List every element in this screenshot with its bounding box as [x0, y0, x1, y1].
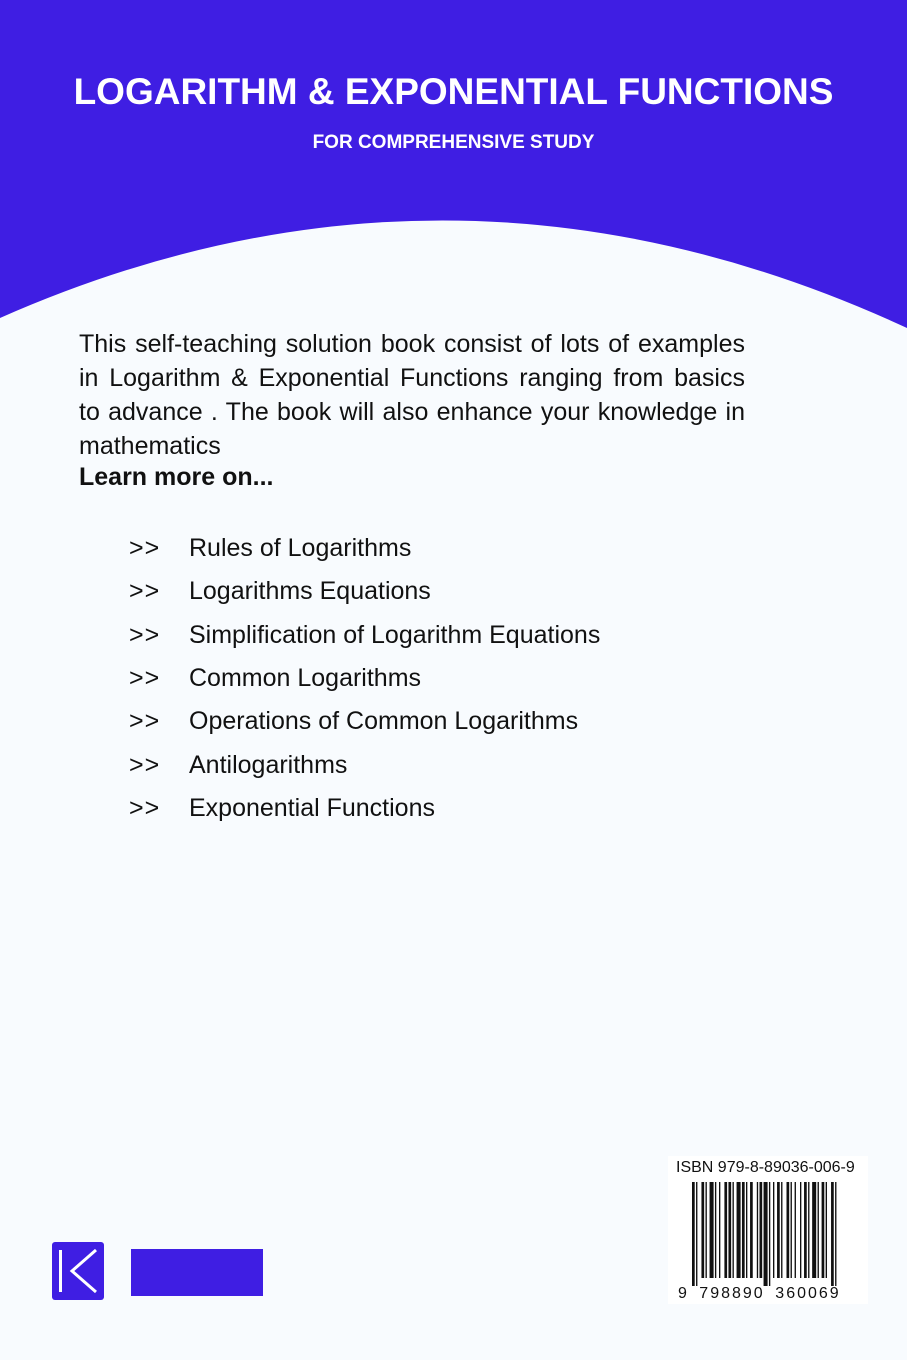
bullet-marker: >>: [129, 750, 161, 779]
barcode-digit-lead: 9: [678, 1285, 689, 1302]
barcode-bars: [668, 1156, 868, 1304]
book-subtitle: FOR COMPREHENSIVE STUDY: [312, 132, 595, 153]
topic-item: [129, 743, 600, 786]
barcode-bar: [724, 1182, 727, 1278]
barcode-bar: [831, 1182, 834, 1286]
barcode-bar: [710, 1182, 714, 1278]
barcode-bar: [777, 1182, 780, 1278]
barcode-bar: [773, 1182, 774, 1278]
book-title: LOGARITHM & EXPONENTIAL FUNCTIONS: [73, 71, 834, 112]
barcode-bar: [795, 1182, 796, 1278]
barcode-bar: [728, 1182, 731, 1278]
barcode-bar: [812, 1182, 816, 1278]
topic-label: Simplification of Logarithm Equations: [189, 620, 601, 649]
topic-item: [129, 657, 600, 700]
isbn-barcode: [668, 1156, 868, 1304]
barcode-bar: [715, 1182, 716, 1278]
bullet-marker: >>: [129, 664, 161, 693]
topic-item: [129, 614, 600, 657]
isbn-number: ISBN 979-8-89036-006-9: [676, 1159, 855, 1176]
learn-more-heading: Learn more on...: [79, 463, 274, 491]
barcode-bar: [746, 1182, 747, 1278]
barcode-bar: [822, 1182, 825, 1278]
topic-item: [129, 700, 600, 743]
topic-item: [129, 787, 600, 830]
barcode-bar: [800, 1182, 801, 1278]
barcode-bar: [764, 1182, 768, 1286]
barcode-bar: [791, 1182, 792, 1278]
topic-label: Antilogarithms: [189, 750, 348, 779]
barcode-bar: [719, 1182, 720, 1278]
bullet-marker: >>: [129, 620, 161, 649]
barcode-bar: [787, 1182, 790, 1278]
bullet-marker: >>: [129, 793, 161, 822]
barcode-bar: [737, 1182, 741, 1278]
barcode-bar: [808, 1182, 809, 1278]
barcode-bar: [769, 1182, 770, 1286]
barcode-bar: [757, 1182, 758, 1278]
barcode-bar: [696, 1182, 697, 1286]
topic-label: Common Logarithms: [189, 664, 422, 693]
topic-item: [129, 570, 600, 613]
bullet-marker: >>: [129, 577, 161, 606]
book-description: This self-teaching solution book consist of lots of examples in Logarithm & Exponential Functions ranging from basics to advance . The book will also enhance your knowledge in mathematics: [79, 330, 745, 460]
publisher-logo-icon: [52, 1242, 104, 1300]
barcode-bar: [706, 1182, 707, 1278]
topic-item: [129, 527, 600, 570]
barcode-bar: [733, 1182, 734, 1278]
barcode-bar: [742, 1182, 745, 1278]
barcode-bar: [818, 1182, 819, 1278]
barcode-bar: [781, 1182, 782, 1278]
barcode-digits-right: 360069: [775, 1285, 841, 1302]
topic-label: Logarithms Equations: [189, 577, 431, 606]
barcode-digits-left: 798890: [699, 1285, 765, 1302]
barcode-bar: [826, 1182, 827, 1278]
barcode-bar: [692, 1182, 695, 1286]
spine-color-block: [131, 1249, 263, 1296]
barcode-bar: [750, 1182, 753, 1278]
bullet-marker: >>: [129, 534, 161, 563]
topic-label: Exponential Functions: [189, 793, 435, 822]
barcode-bar: [701, 1182, 704, 1278]
topic-label: Rules of Logarithms: [189, 534, 412, 563]
bullet-marker: >>: [129, 707, 161, 736]
barcode-bar: [804, 1182, 807, 1278]
barcode-bar: [835, 1182, 836, 1286]
topic-list: [129, 527, 600, 830]
barcode-bar: [760, 1182, 763, 1278]
header-band: [0, 0, 907, 330]
topic-label: Operations of Common Logarithms: [189, 707, 579, 736]
